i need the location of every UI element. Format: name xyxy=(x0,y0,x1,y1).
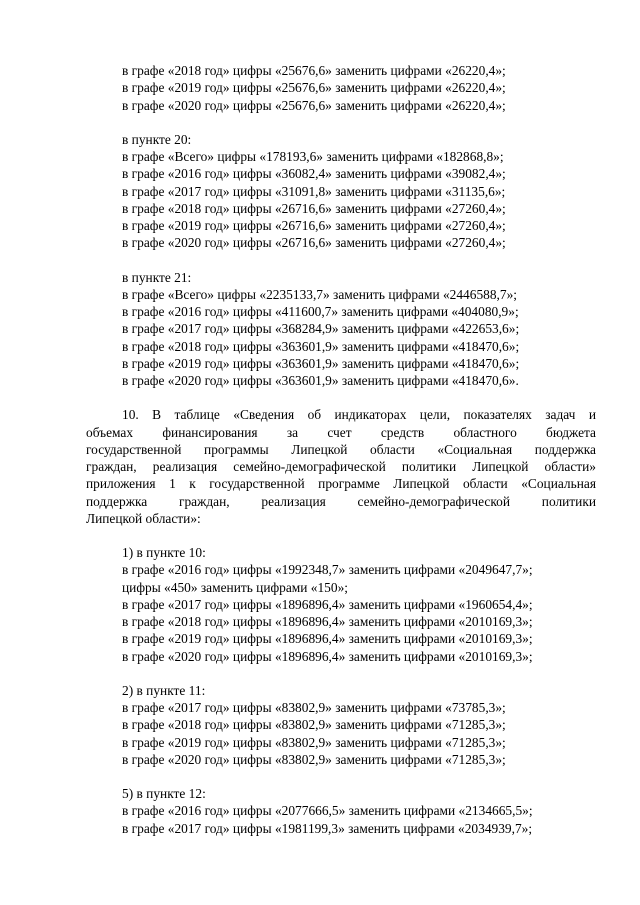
amendment-line: цифры «450» заменить цифрами «150»; xyxy=(122,579,348,595)
amendment-line: в графе «2019 год» цифры «26716,6» заменить цифрами «27260,4»; xyxy=(122,218,506,233)
amendment-line: в графе «2018 год» цифры «1896896,4» заменить цифрами «2010169,3»; xyxy=(122,614,533,629)
paragraph-line: Липецкой области»: xyxy=(86,510,201,526)
amendment-line: в графе «Всего» цифры «2235133,7» заменить цифрами «2446588,7»; xyxy=(122,286,517,302)
item-heading: 5) в пункте 12: xyxy=(122,786,206,801)
paragraph-line: граждан, реализация семейно-демографической политики Липецкой области» xyxy=(86,459,596,474)
amendment-line: в графе «2020 год» цифры «1896896,4» заменить цифрами «2010169,3»; xyxy=(122,648,533,664)
amendment-line: в графе «2018 год» цифры «83802,9» заменить цифрами «71285,3»; xyxy=(122,717,506,733)
amendment-line: в графе «2019 год» цифры «1896896,4» заменить цифрами «2010169,3»; xyxy=(122,631,533,647)
amendment-line: в графе «2017 год» цифры «1896896,4» заменить цифрами «1960654,4»; xyxy=(122,596,533,612)
amendment-block-point-10 xyxy=(86,544,596,665)
spacer xyxy=(86,389,596,406)
amendment-block-point-11 xyxy=(86,682,596,768)
paragraph-10 xyxy=(86,406,596,527)
amendment-line: в графе «2020 год» цифры «363601,9» заменить цифрами «418470,6». xyxy=(122,373,519,388)
amendment-block-item-20 xyxy=(86,131,596,252)
amendment-line: в графе «2016 год» цифры «36082,4» заменить цифрами «39082,4»; xyxy=(122,166,506,182)
amendment-block-point-12 xyxy=(86,785,596,837)
amendment-line: в графе «2020 год» цифры «83802,9» заменить цифрами «71285,3»; xyxy=(122,751,506,767)
item-heading: в пункте 21: xyxy=(122,269,192,285)
amendment-line: в графе «2020 год» цифры «26716,6» заменить цифрами «27260,4»; xyxy=(122,235,506,251)
amendment-line: в графе «2017 год» цифры «1981199,3» заменить цифрами «2034939,7»; xyxy=(122,820,533,836)
amendment-block-continued xyxy=(86,62,596,114)
amendment-line: в графе «2020 год» цифры «25676,6» заменить цифрами «26220,4»; xyxy=(122,97,506,113)
spacer xyxy=(86,665,596,682)
paragraph-line: 10. В таблице «Сведения об индикаторах цели, показателях задач и xyxy=(122,407,596,423)
item-heading: 1) в пункте 10: xyxy=(122,545,206,560)
paragraph-line: объемах финансирования за счет средств областного бюджета xyxy=(86,424,596,440)
amendment-block-item-21 xyxy=(86,269,596,390)
document-page xyxy=(86,62,596,837)
paragraph-line: государственной программы Липецкой области «Социальная поддержка xyxy=(86,441,596,457)
amendment-line: в графе «2018 год» цифры «26716,6» заменить цифрами «27260,4»; xyxy=(122,200,506,216)
amendment-line: в графе «2016 год» цифры «1992348,7» заменить цифрами «2049647,7»; xyxy=(122,562,533,578)
spacer xyxy=(86,114,596,131)
item-heading: в пункте 20: xyxy=(122,131,192,147)
amendment-line: в графе «2018 год» цифры «363601,9» заменить цифрами «418470,6»; xyxy=(122,338,520,354)
amendment-line: в графе «2016 год» цифры «411600,7» заменить цифрами «404080,9»; xyxy=(122,304,519,319)
paragraph-line: приложения 1 к государственной программе Липецкой области «Социальная xyxy=(86,476,596,492)
amendment-line: в графе «2017 год» цифры «31091,8» заменить цифрами «31135,6»; xyxy=(122,183,506,199)
paragraph-line: поддержка граждан, реализация семейно-демографической политики xyxy=(86,493,596,509)
spacer xyxy=(86,768,596,785)
amendment-line: в графе «2019 год» цифры «83802,9» заменить цифрами «71285,3»; xyxy=(122,734,506,750)
amendment-line: в графе «2017 год» цифры «368284,9» заменить цифрами «422653,6»; xyxy=(122,321,520,337)
item-heading: 2) в пункте 11: xyxy=(122,682,206,698)
amendment-line: в графе «2018 год» цифры «25676,6» заменить цифрами «26220,4»; xyxy=(122,63,506,78)
spacer xyxy=(86,527,596,544)
amendment-line: в графе «2016 год» цифры «2077666,5» заменить цифрами «2134665,5»; xyxy=(122,803,533,819)
amendment-line: в графе «Всего» цифры «178193,6» заменить цифрами «182868,8»; xyxy=(122,149,504,164)
amendment-line: в графе «2019 год» цифры «25676,6» заменить цифрами «26220,4»; xyxy=(122,80,506,96)
spacer xyxy=(86,252,596,269)
amendment-line: в графе «2019 год» цифры «363601,9» заменить цифрами «418470,6»; xyxy=(122,355,520,371)
amendment-line: в графе «2017 год» цифры «83802,9» заменить цифрами «73785,3»; xyxy=(122,700,506,715)
